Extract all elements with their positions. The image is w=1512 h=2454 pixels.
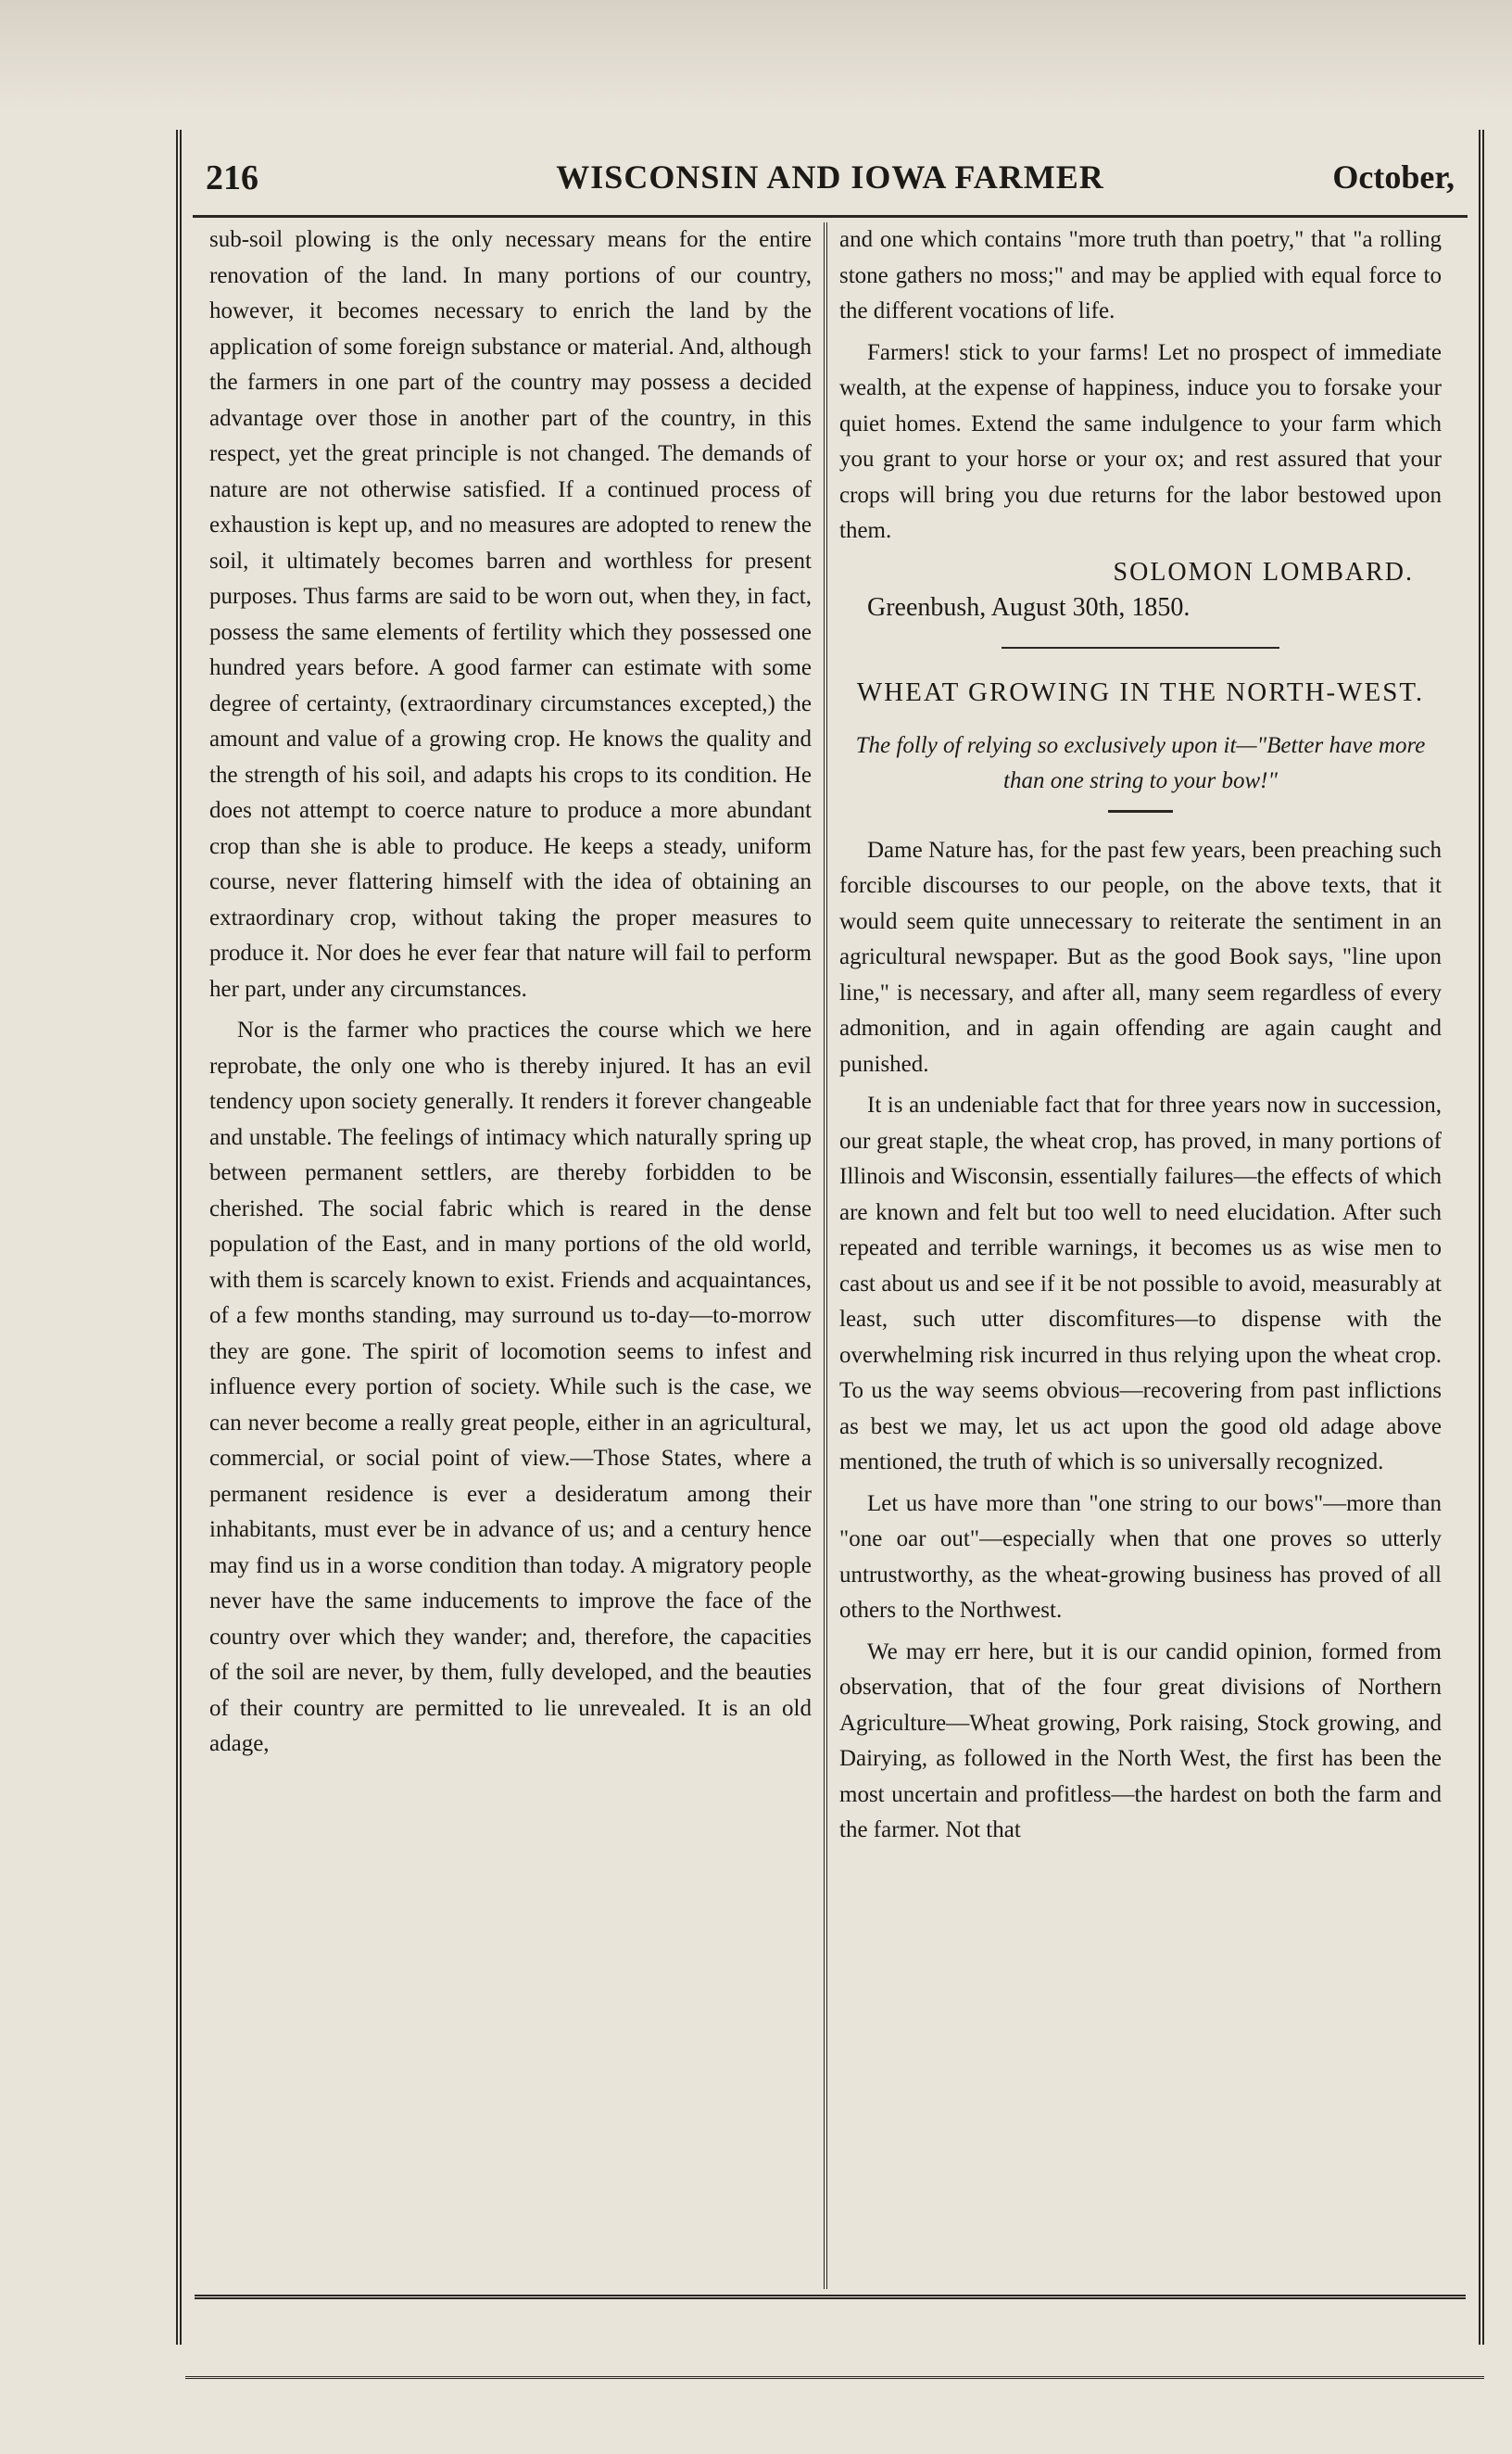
right-paragraph-6: We may err here, but it is our candid opinion, formed from observation, that of the four great divisions of Northern Agriculture—Wheat growing, Pork raising, Stock growing, and Dairying, as followed in the North West, the first has been the most uncertain and profitless—the hardest on both the farm and the farmer. Not that bbox=[839, 1638, 1442, 1842]
left-paragraph-1: sub-soil plowing is the only necessary means for the entire renovation of the land. In many portions of our country, however, it becomes necessary to enrich the land by the application of some foreign substance or material. And, although the farmers in one part of the country may possess a decided advantage over those in another part of the country, in this respect, yet the great principle is not changed. The demands of nature are not otherwise satisfied. If a continued process of exhaustion is kept up, and no measures are adopted to renew the soil, it ultimately becomes barren and worthless for present purposes. Thus farms are said to be worn out, when they, in fact, possess the same elements of fertility which they possessed one hundred years before. A good farmer can estimate with some degree of certainty, (extraordinary circumstances excepted,) the amount and value of a growing crop. He knows the quality and the strength of his soil, and adapts his crops to its condition. He does not attempt to coerce nature to produce a more abundant crop than she is able to produce. He keeps a steady, uniform course, never flattering himself with the idea of obtaining an extraordinary crop, without taking the proper measures to produce it. Nor does he ever fear that nature will fail to perform her part, under any circumstances. bbox=[209, 227, 812, 1002]
left-paragraph-2: Nor is the farmer who practices the course which we here reprobate, the only one who is thereby injured. It has an evil tendency upon society generally. It renders it forever changeable and unstable. The feelings of intimacy which naturally spring up between permanent settlers, are thereby forbidden to be cherished. The social fabric which is reared in the dense population of the East, and in many portions of the old world, with them is scarcely known to exist. Friends and acquaintances, of a few months standing, may surround us to-day—to-morrow they are gone. The spirit of locomotion seems to infest and influence every portion of society. While such is the case, we can never become a really great people, either in an agricultural, commercial, or social point of view.—Those States, where a permanent residence is ever a desideratum among their inhabitants, must ever be in advance of us; and a century hence may find us in a worse condition than today. A migratory people never have the same inducements to improve the face of the country over which they wander; and, therefore, the capacities of the soil are never, by them, fully developed, and the beauties of their country are permitted to lie unrevealed. It is an old adage, bbox=[209, 1018, 812, 1756]
column-divider bbox=[824, 222, 827, 2289]
page-header bbox=[206, 158, 1455, 213]
scan-margin bbox=[0, 0, 1512, 111]
article-subtitle: The folly of relying so exclusively upon it—"Better have more than one string to your bow!" bbox=[855, 732, 1426, 793]
right-paragraph-4: It is an undeniable fact that for three years now in succession, our great staple, the wheat crop, has proved, in many portions of Illinois and Wisconsin, essentially failures—the effects of which are known and felt but too well to need elucidation. After such repeated and terrible warnings, it becomes us as wise men to cast about us and see if it be not possible to avoid, measurably at least, such utter discomfitures—to dispense with the overwhelming risk incurred in thus relying upon the wheat crop. To us the way seems obvious—recovering from past inflictions as best we may, let us act upon the good old adage above mentioned, the truth of which is so universally recognized. bbox=[839, 1093, 1442, 1474]
subtitle-rule bbox=[1108, 810, 1173, 813]
right-column bbox=[839, 222, 1442, 2289]
page-number: 216 bbox=[206, 158, 258, 197]
section-rule bbox=[1002, 647, 1279, 649]
left-column bbox=[209, 222, 812, 2289]
page-base-rule bbox=[185, 2376, 1484, 2379]
right-paragraph-5: Let us have more than "one string to our bows"—more than "one oar out"—especially when that one proves so utterly untrustworthy, as the wheat-growing business has proved of all others to the Northwest. bbox=[839, 1490, 1442, 1623]
newspaper-page bbox=[176, 130, 1484, 2345]
issue-month: October, bbox=[1332, 158, 1455, 196]
author-signature: SOLOMON LOMBARD. bbox=[1113, 557, 1414, 587]
right-paragraph-1: and one which contains "more truth than poetry," that "a rolling stone gathers no moss;" and may be applied with equal force to the different vocations of life. bbox=[839, 227, 1442, 323]
dateline: Greenbush, August 30th, 1850. bbox=[867, 593, 1191, 622]
bottom-rule bbox=[195, 2295, 1466, 2299]
publication-title: WISCONSIN AND IOWA FARMER bbox=[556, 158, 1104, 196]
right-paragraph-3: Dame Nature has, for the past few years, been preaching such forcible discourses to our people, on the above texts, that it would seem quite unnecessary to reiterate the sentiment in an agricultural newspaper. But as the good Book says, "line upon line," is necessary, and after all, many seem regardless of every admonition, and in again offending are again caught and punished. bbox=[839, 837, 1442, 1077]
right-paragraph-2: Farmers! stick to your farms! Let no prospect of immediate wealth, at the expense of happiness, induce you to forsake your quiet homes. Extend the same indulgence to your farm which you grant to your horse or your ox; and rest assured that your crops will bring you due returns for the labor bestowed upon them. bbox=[839, 339, 1442, 543]
article-title: WHEAT GROWING IN THE NORTH-WEST. bbox=[856, 677, 1425, 707]
header-rule bbox=[193, 215, 1468, 218]
